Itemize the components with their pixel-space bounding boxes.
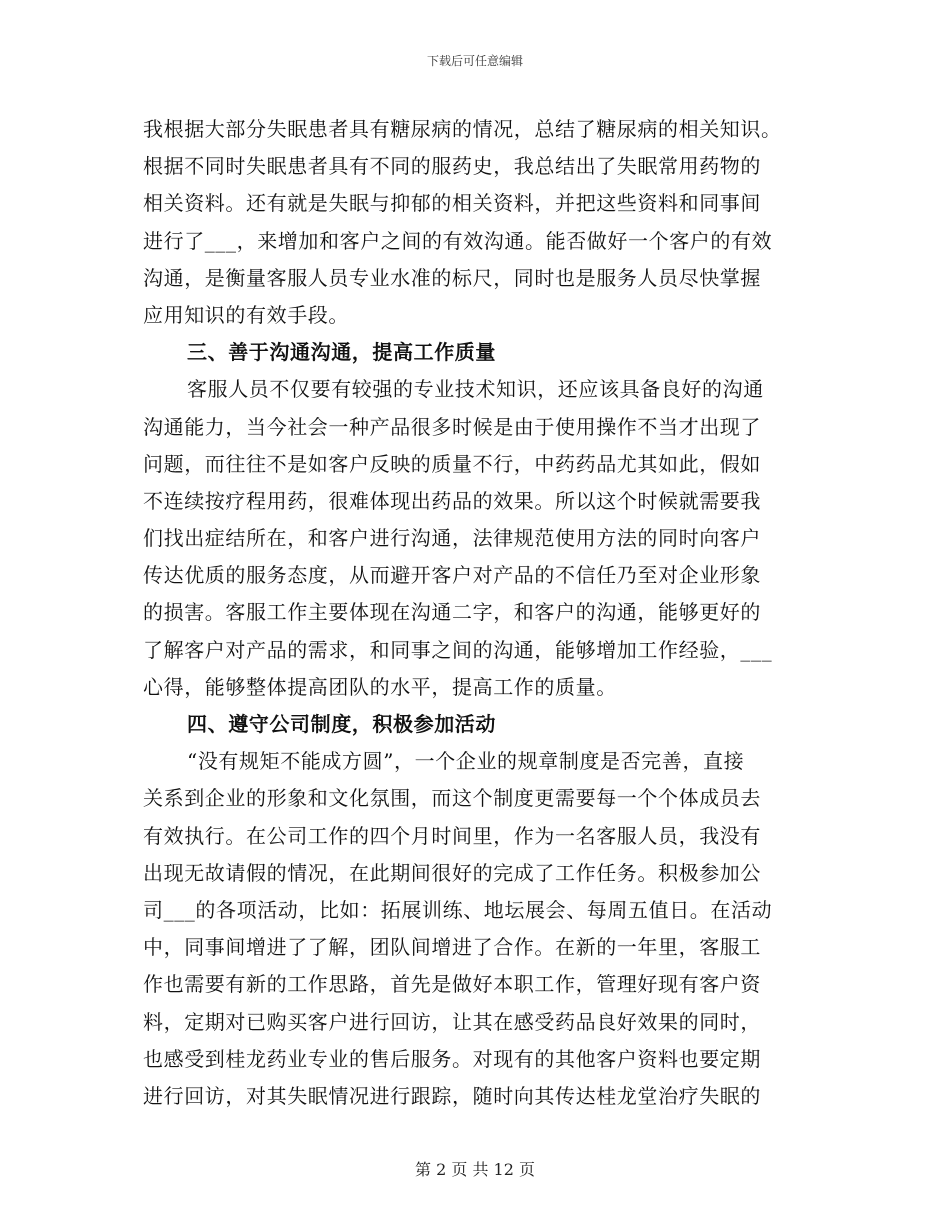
body-line: 客服人员不仅要有较强的专业技术知识，还应该具备良好的沟通 <box>187 377 764 402</box>
document-body <box>143 111 813 1115</box>
body-line: 应用知识的有效手段。 <box>143 302 349 327</box>
body-line: 司___的各项活动，比如：拓展训练、地坛展会、每周五值日。在活动 <box>143 897 773 922</box>
body-line: 的损害。客服工作主要体现在沟通二字，和客户的沟通，能够更好的 <box>143 600 761 625</box>
body-line: 进行回访，对其失眠情况进行跟踪，随时向其传达桂龙堂治疗失眠的 <box>143 1083 761 1108</box>
body-line: 们找出症结所在，和客户进行沟通，法律规范使用方法的同时向客户 <box>143 526 761 551</box>
page-footer: 第 2 页 共 12 页 <box>415 1160 535 1179</box>
body-line: 不连续按疗程用药，很难体现出药品的效果。所以这个时候就需要我 <box>143 488 761 513</box>
section-heading: 三、善于沟通沟通，提高工作质量 <box>187 340 496 365</box>
section-heading: 四、遵守公司制度，积极参加活动 <box>187 712 496 736</box>
body-line: “没有规矩不能成方圆”，一个企业的规章制度是否完善，直接 <box>187 749 745 774</box>
body-line: 进行了___，来增加和客户之间的有效沟通。能否做好一个客户的有效 <box>143 228 773 253</box>
body-line: 了解客户对产品的需求，和同事之间的沟通，能够增加工作经验，___ <box>143 637 773 662</box>
body-line: 有效执行。在公司工作的四个月时间里，作为一名客服人员，我没有 <box>143 823 761 848</box>
body-line: 传达优质的服务态度，从而避开客户对产品的不信任乃至对企业形象 <box>143 563 761 588</box>
body-line: 也感受到桂龙药业专业的售后服务。对现有的其他客户资料也要定期 <box>143 1046 761 1071</box>
body-line: 沟通能力，当今社会一种产品很多时候是由于使用操作不当才出现了 <box>143 414 761 439</box>
page-header: 下载后可任意编辑 <box>426 54 523 68</box>
body-line: 相关资料。还有就是失眠与抑郁的相关资料，并把这些资料和同事间 <box>143 191 761 216</box>
body-line: 中，同事间增进了了解，团队间增进了合作。在新的一年里，客服工 <box>143 935 761 960</box>
body-line: 料，定期对已购买客户进行回访，让其在感受药品良好效果的同时， <box>143 1009 761 1034</box>
body-line: 根据不同时失眠患者具有不同的服药史，我总结出了失眠常用药物的 <box>143 154 761 179</box>
body-line: 我根据大部分失眠患者具有糖尿病的情况，总结了糖尿病的相关知识。 <box>143 117 782 141</box>
body-line: 出现无故请假的情况，在此期间很好的完成了工作任务。积极参加公 <box>143 860 761 885</box>
body-line: 问题，而往往不是如客户反映的质量不行，中药药品尤其如此，假如 <box>143 451 761 476</box>
body-line: 沟通，是衡量客服人员专业水准的标尺，同时也是服务人员尽快掌握 <box>143 265 761 290</box>
body-line: 关系到企业的形象和文化氛围，而这个制度更需要每一个个体成员去 <box>143 786 761 811</box>
body-line: 心得，能够整体提高团队的水平，提高工作的质量。 <box>143 674 617 699</box>
body-line: 作也需要有新的工作思路，首先是做好本职工作，管理好现有客户资 <box>143 972 761 997</box>
